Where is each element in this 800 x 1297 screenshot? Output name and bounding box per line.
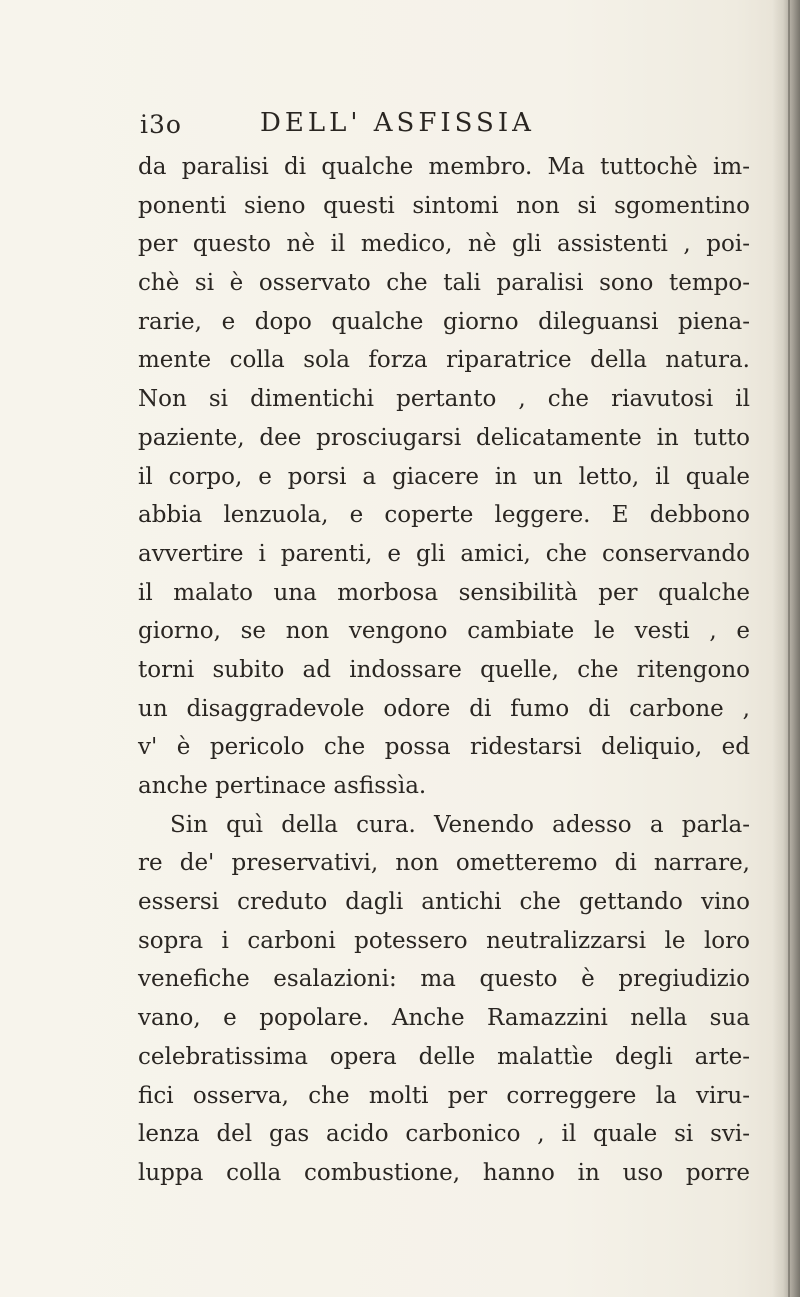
text-line: il malato una morbosa sensibilità per qualche (138, 579, 750, 606)
text-line: fici osserva, che molti per correggere la viru- (138, 1082, 750, 1109)
text-line: vano, e popolare. Anche Ramazzini nella sua (138, 1005, 750, 1032)
text-line: anche pertinace asfissìa. (138, 773, 427, 799)
text-line: Non si dimentichi pertanto , che riavutosi il (138, 386, 750, 413)
text-line: luppa colla combustione, hanno in uso porre (138, 1159, 750, 1186)
page-edge-line (788, 0, 790, 1297)
text-line: il corpo, e porsi a giacere in un letto, il quale (138, 463, 750, 490)
text-line: avvertire i parenti, e gli amici, che conservando (138, 540, 750, 567)
text-line: chè si è osservato che tali paralisi sono tempo- (138, 270, 750, 297)
text-line: venefiche esalazioni: ma questo è pregiudizio (138, 966, 750, 993)
body-text (138, 148, 750, 1193)
running-title: DELL' ASFISSIA (260, 108, 535, 138)
text-line: per questo nè il medico, nè gli assistenti , poi- (138, 231, 750, 258)
text-line: re de' preservativi, non ometteremo di narrare, (138, 850, 750, 877)
text-line: giorno, se non vengono cambiate le vesti , e (138, 618, 750, 645)
text-line: rarie, e dopo qualche giorno dileguansi piena- (138, 308, 750, 335)
text-line: celebratissima opera delle malattìe degli arte- (138, 1043, 750, 1070)
text-line: v' è pericolo che possa ridestarsi deliquio, ed (138, 734, 750, 761)
text-line: lenza del gas acido carbonico , il quale si svi- (138, 1121, 750, 1148)
text-line: essersi creduto dagli antichi che gettando vino (138, 889, 750, 916)
text-line: ponenti sieno questi sintomi non si sgomentino (138, 192, 750, 219)
text-line: Sin quì della cura. Venendo adesso a parla- (170, 811, 750, 838)
text-line: paziente, dee prosciugarsi delicatamente in tutto (138, 424, 750, 451)
page-number: i3o (140, 110, 182, 139)
text-line: torni subito ad indossare quelle, che ritengono (138, 656, 750, 683)
text-line: da paralisi di qualche membro. Ma tuttochè im- (138, 154, 750, 180)
page-header (140, 110, 740, 144)
text-line: sopra i carboni potessero neutralizzarsi le loro (138, 927, 750, 954)
text-line: abbia lenzuola, e coperte leggere. E debbono (138, 502, 750, 529)
text-line: un disaggradevole odore di fumo di carbone , (138, 695, 750, 722)
page-edge-shadow (772, 0, 800, 1297)
text-line: mente colla sola forza riparatrice della natura. (138, 347, 750, 374)
